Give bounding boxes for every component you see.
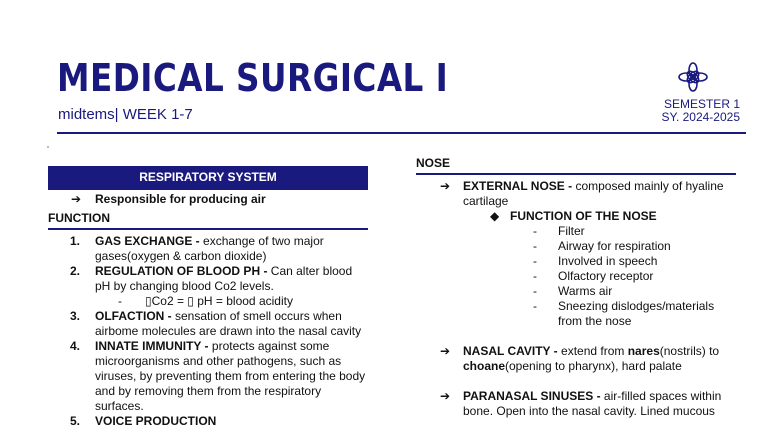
arrow-icon: ➔ [440, 179, 451, 193]
item-term: INNATE IMMUNITY - [95, 339, 209, 353]
dash-bullet: - [533, 284, 537, 298]
nose-function: Sneezing dislodges/materials from the nose [558, 299, 715, 328]
paranasal-sinuses-desc: air-filled spaces within bone. Open into the nasal cavity. Lined mucous [463, 389, 722, 418]
item-number: 5. [70, 414, 81, 428]
nasal-cavity-item [416, 344, 736, 374]
left-column [48, 166, 368, 429]
flower-logo-icon [677, 61, 709, 93]
item-number: 1. [70, 234, 81, 248]
item-term: REGULATION OF BLOOD PH - [95, 264, 268, 278]
external-nose-item [416, 179, 736, 209]
nasal-cavity-desc: (nostrils) to [659, 344, 720, 358]
list-item [416, 299, 736, 329]
nares-term: nares [627, 344, 660, 358]
header-divider [57, 132, 746, 134]
dash-bullet: - [533, 254, 537, 268]
arrow-icon: ➔ [440, 344, 451, 358]
item-term: GAS EXCHANGE - [95, 234, 200, 248]
semester-label: SEMESTER 1 [663, 97, 740, 111]
nasal-cavity-desc: (opening to pharynx), hard palate [505, 359, 682, 373]
school-year-label: SY. 2024-2025 [661, 110, 740, 124]
ph-note: ▯Co2 = ▯ pH = blood acidity [145, 294, 293, 308]
item-desc: sensation of smell occurs when airbome molecules are drawn into the nasal cavity [95, 309, 362, 338]
nasal-cavity-term: NASAL CAVITY - [463, 344, 558, 358]
diamond-bullet-icon: ◆ [490, 209, 500, 223]
list-item [48, 414, 368, 429]
external-nose-desc: composed mainly of hyaline cartilage [463, 179, 724, 208]
function-list [48, 234, 368, 429]
intro-text: Responsible for producing air [95, 192, 266, 206]
nose-function: Olfactory receptor [558, 269, 654, 283]
dash-bullet: - [533, 224, 537, 238]
semester-info [661, 98, 740, 124]
list-item [48, 339, 368, 414]
nasal-cavity-desc: extend from [557, 344, 628, 358]
dash-bullet: - [118, 294, 122, 308]
right-column [416, 156, 736, 419]
list-item [416, 269, 736, 284]
function-of-nose-heading [416, 209, 736, 224]
item-number: 2. [70, 264, 81, 278]
nose-heading: NOSE [416, 156, 736, 175]
arrow-icon: ➔ [71, 192, 82, 206]
ph-note-line [48, 294, 368, 309]
list-item [48, 264, 368, 294]
dash-bullet: - [533, 239, 537, 253]
item-desc: Can alter blood pH by changing blood Co2 levels. [95, 264, 353, 293]
nose-function: Warms air [558, 284, 613, 298]
intro-line [48, 192, 368, 207]
list-item [416, 284, 736, 299]
item-number: 3. [70, 309, 81, 323]
nose-function: Involved in speech [558, 254, 658, 268]
arrow-icon: ➔ [440, 389, 451, 403]
nose-function: Filter [558, 224, 585, 238]
list-item [416, 224, 736, 239]
document-subtitle: midtems| WEEK 1-7 [58, 106, 193, 123]
item-desc: protects against some microorganisms and other pathogens, such as viruses, by preventing them from entering the body and by removing them from the respiratory surfaces. [95, 339, 366, 413]
stray-mark [47, 146, 49, 148]
item-term: VOICE PRODUCTION [95, 414, 217, 428]
nose-function-list [416, 224, 736, 329]
item-desc: exchange of two major gases(oxygen & carbon dioxide) [95, 234, 324, 263]
item-number: 4. [70, 339, 81, 353]
respiratory-system-banner: RESPIRATORY SYSTEM [48, 166, 368, 190]
nose-function: Airway for respiration [558, 239, 671, 253]
list-item [48, 309, 368, 339]
choane-term: choane [463, 359, 506, 373]
item-term: OLFACTION - [95, 309, 172, 323]
paranasal-sinuses-term: PARANASAL SINUSES - [463, 389, 601, 403]
list-item [48, 234, 368, 264]
function-heading: FUNCTION [48, 211, 368, 230]
external-nose-term: EXTERNAL NOSE - [463, 179, 573, 193]
list-item [416, 239, 736, 254]
paranasal-sinuses-item [416, 389, 736, 419]
dash-bullet: - [533, 299, 537, 313]
document-title: MEDICAL SURGICAL I [57, 56, 449, 100]
dash-bullet: - [533, 269, 537, 283]
function-of-nose-text: FUNCTION OF THE NOSE [510, 209, 657, 223]
list-item [416, 254, 736, 269]
